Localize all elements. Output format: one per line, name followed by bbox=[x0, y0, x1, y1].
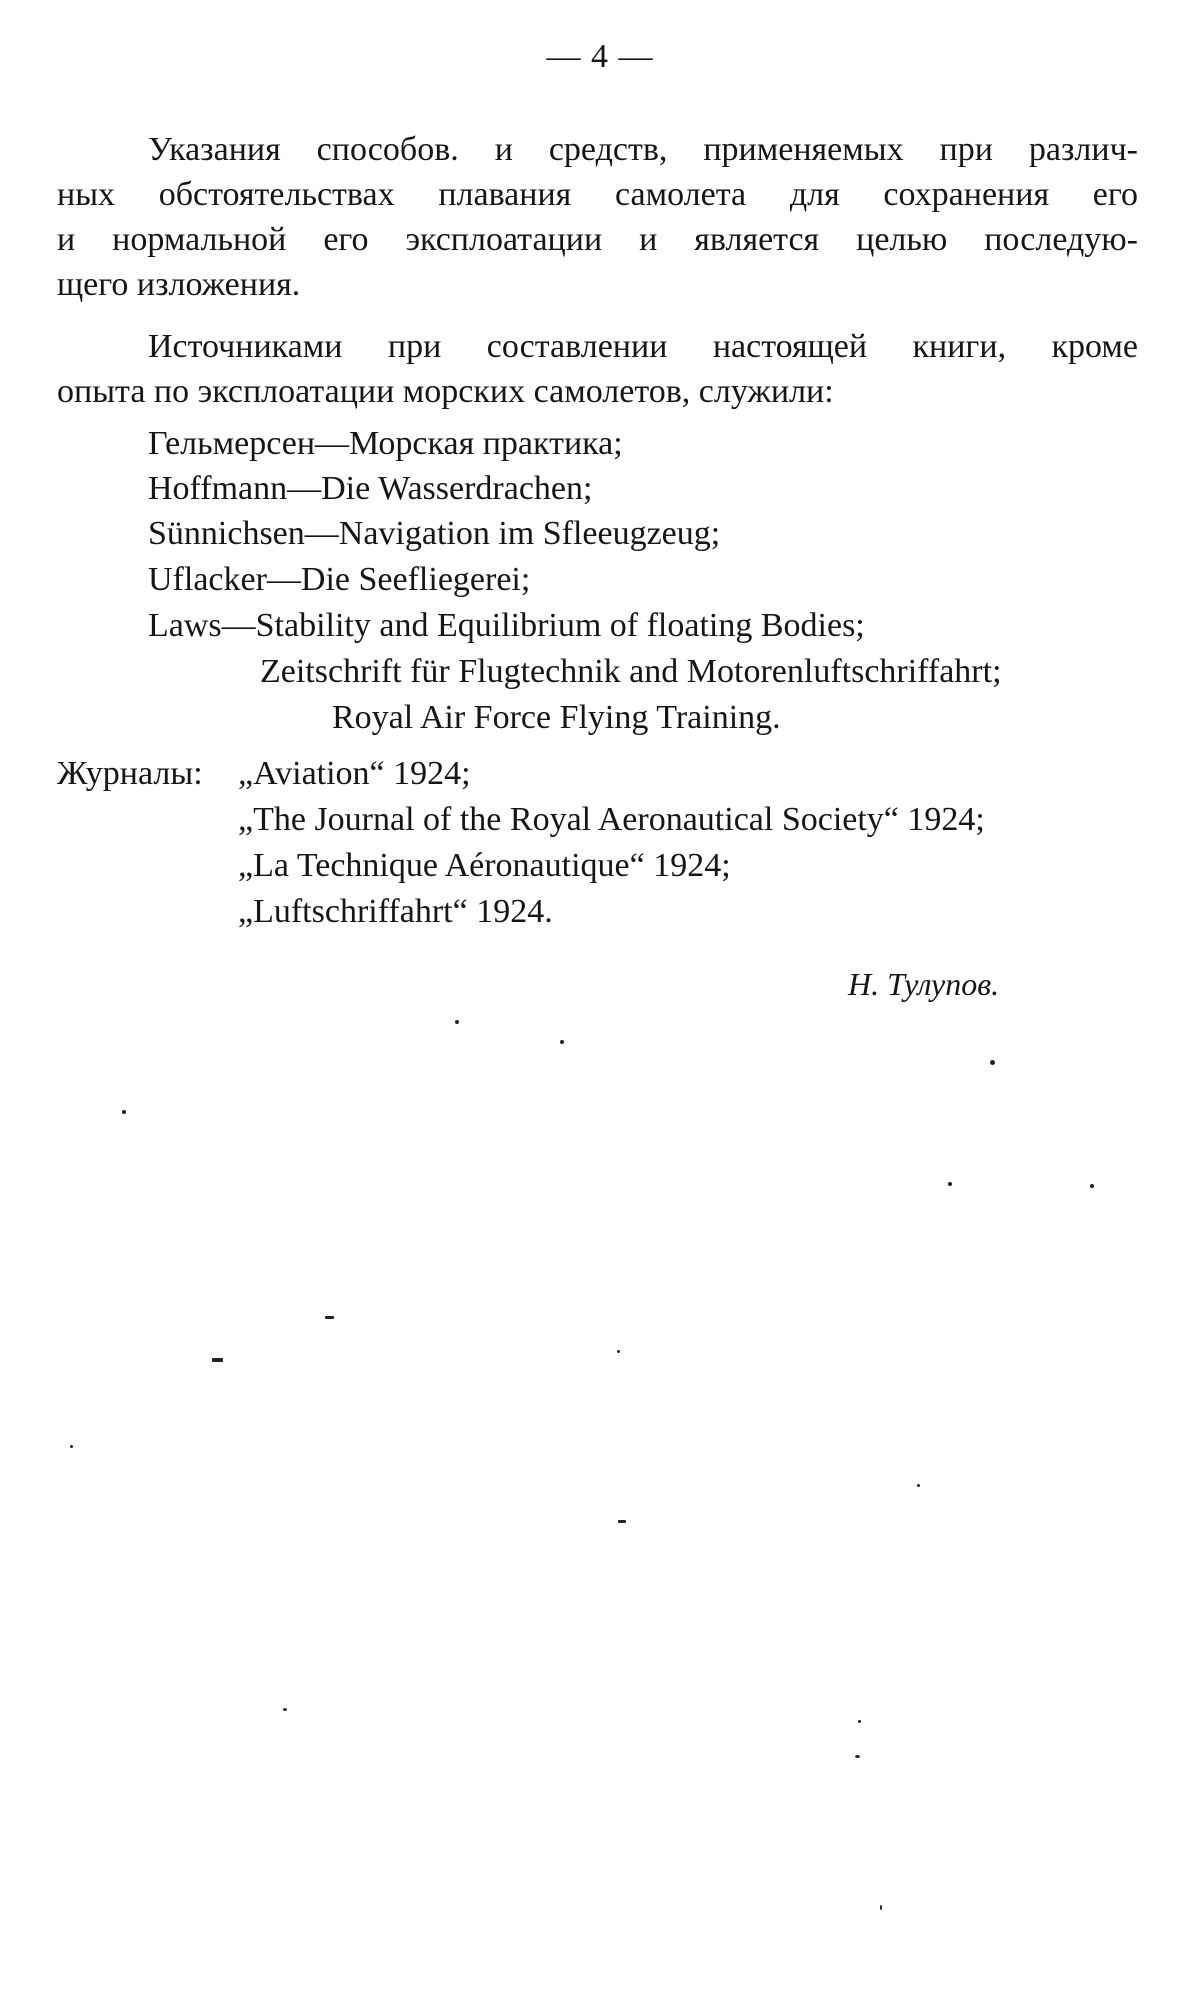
page-number: — 4 — bbox=[546, 38, 654, 75]
scan-speck bbox=[560, 1040, 564, 1044]
journal-item: „Luftschriffahrt“ 1924. bbox=[238, 893, 553, 930]
scan-speck bbox=[283, 1708, 287, 1711]
journal-item: „Aviation“ 1924; bbox=[238, 755, 471, 792]
journal-item: „The Journal of the Royal Aeronautical Society“ 1924; bbox=[238, 801, 985, 838]
scan-speck bbox=[1090, 1184, 1094, 1188]
source-item: Laws—Stability and Equilibrium of floating Bodies; bbox=[148, 607, 865, 644]
source-item: Royal Air Force Flying Training. bbox=[332, 699, 781, 736]
scan-speck bbox=[455, 1020, 459, 1024]
paragraph-1-line-3: и нормальной его эксплоатации и является целью последую- bbox=[57, 221, 1138, 258]
scan-speck bbox=[880, 1905, 882, 1910]
author-signature: Н. Тулупов. bbox=[848, 966, 1000, 1002]
scan-speck bbox=[122, 1110, 126, 1114]
scan-speck bbox=[855, 1755, 860, 1758]
scan-speck bbox=[917, 1484, 920, 1487]
source-item: Uflacker—Die Seefliegerei; bbox=[148, 561, 531, 598]
scan-speck bbox=[70, 1445, 73, 1448]
scan-speck bbox=[990, 1060, 995, 1065]
scan-speck bbox=[948, 1182, 952, 1186]
source-item: Sünnichsen—Navigation im Sfleeugzeug; bbox=[148, 515, 721, 552]
scan-speck bbox=[325, 1316, 334, 1319]
scan-speck bbox=[212, 1358, 223, 1362]
source-item: Гельмерсен—Морская практика; bbox=[148, 425, 623, 462]
paragraph-1-line-2: ных обстоятельствах плавания самолета для сохранения его bbox=[57, 176, 1138, 213]
scan-speck bbox=[617, 1350, 620, 1353]
source-item: Zeitschrift für Flugtechnik and Motorenluftschriffahrt; bbox=[260, 653, 1002, 690]
scan-speck bbox=[858, 1720, 861, 1723]
paragraph-1-line-4: щего изложения. bbox=[57, 266, 301, 303]
paragraph-2-line-1: Источниками при составлении настоящей книги, кроме bbox=[148, 328, 1138, 365]
paragraph-1-line-1: Указания способов. и средств, применяемых при различ- bbox=[148, 131, 1138, 168]
journals-label: Журналы: bbox=[57, 755, 203, 792]
source-item: Hoffmann—Die Wasserdrachen; bbox=[148, 470, 593, 507]
paragraph-2-line-2: опыта по эксплоатации морских самолетов, служили: bbox=[57, 373, 834, 410]
scan-speck bbox=[618, 1520, 626, 1523]
journal-item: „La Technique Aéronautique“ 1924; bbox=[238, 847, 731, 884]
